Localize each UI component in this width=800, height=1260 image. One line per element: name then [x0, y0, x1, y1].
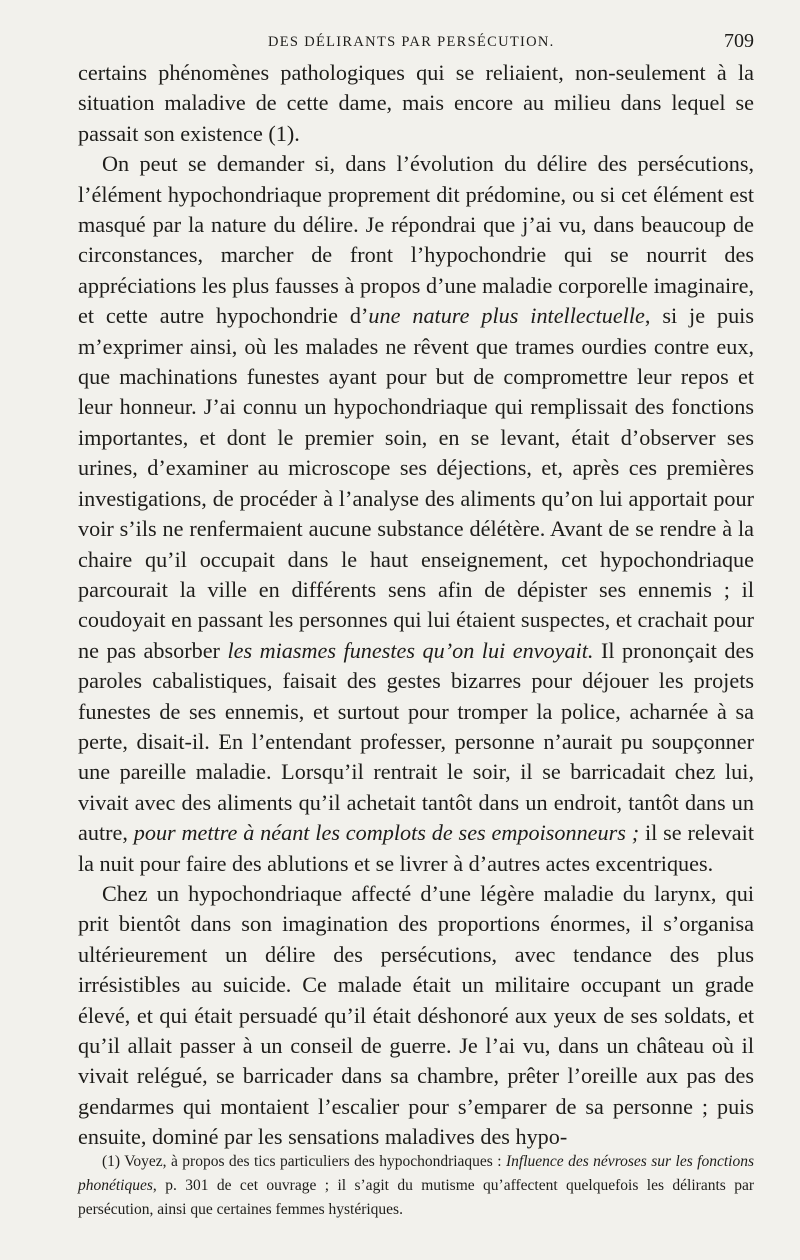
- paragraph-2-text-c: Il prononçait des paroles cabalistiques, faisait des gestes bizarres pour déjouer les projets funestes de ses ennemis, et surtout pour tromper la police, acharnée à sa perte, disait-il. En l’entendant professer, personne n’aurait pu soupçonner une pareille maladie. Lorsqu’il rentrait le soir, il se barricadait chez lui, vivait avec des aliments qu’il achetait tantôt dans un endroit, tantôt dans un autre,: [78, 637, 754, 846]
- paragraph-3: [78, 879, 754, 1153]
- paragraph-1: [78, 58, 754, 149]
- footnote-text-a: (1) Voyez, à propos des tics particuliers des hypochondriaques :: [102, 1153, 506, 1170]
- paragraph-2-text-d: il se relevait la nuit pour faire des ablutions et se livrer à d’autres actes excentriques.: [78, 820, 754, 876]
- page-number: 709: [724, 30, 754, 52]
- footnote-italic: Influence des névroses sur les fonctions phonétiques: [78, 1153, 754, 1194]
- paragraph-2-text-a: On peut se demander si, dans l’évolution du délire des persécutions, l’élément hypochondriaque proprement dit prédomine, ou si cet élément est masqué par la nature du délire. Je répondrai que j’ai vu, dans beaucoup de circonstances, marcher de front l’hypochondrie qui se nourrit des appréciations les plus fausses à propos d’une maladie corporelle imaginaire, et cette autre hypochondrie d’: [78, 151, 754, 329]
- paragraph-3-text: Chez un hypochondriaque affecté d’une légère maladie du larynx, qui prit bientôt dans son imagination des proportions énormes, il s’organisa ultérieurement un délire des persécutions, avec tendance des plus irrésistibles au suicide. Ce malade était un militaire occupant un grade élevé, et qui était persuadé qu’il était déshonoré aux yeux de ses soldats, et qu’il allait passer à un conseil de guerre. Je l’ai vu, dans un château où il vivait relégué, se barricader dans sa chambre, prêter l’oreille aux pas des gendarmes qui montaient l’escalier pour s’emparer de sa personne ; puis ensuite, dominé par les sensations maladives des hypo-: [78, 880, 754, 1150]
- main-text: [78, 58, 754, 1153]
- footnote-text-b: , p. 301 de cet ouvrage ; il s’agit du mutisme qu’affectent quelquefois les délirants par persécution, ainsi que certaines femmes hystériques.: [78, 1177, 754, 1218]
- paragraph-2-italic-1: une nature plus intellectuelle: [368, 303, 645, 329]
- paragraph-2: [78, 149, 754, 879]
- paragraph-2-italic-2: les miasmes funestes qu’on lui envoyait.: [227, 637, 594, 663]
- footnote: [78, 1150, 754, 1222]
- paragraph-2-italic-3: pour mettre à néant les complots de ses empoisonneurs ;: [133, 820, 640, 846]
- paragraph-2-text-b: , si je puis m’exprimer ainsi, où les malades ne rêvent que trames ourdies contre eux, que machinations funestes ayant pour but de compromettre leur repos et leur honneur. J’ai connu un hypochondriaque qui remplissait des fonctions importantes, et dont le premier soin, en se levant, était d’observer ses urines, d’examiner au microscope ses déjections, et, après ces premières investigations, de procéder à l’analyse des aliments qu’on lui apportait pour voir s’ils ne renfermaient aucune substance délétère. Avant de se rendre à la chaire qu’il occupait dans le haut enseignement, cet hypochondriaque parcourait la ville en différents sens afin de dépister ses ennemis ; il coudoyait en passant les personnes qui lui étaient suspectes, et crachait pour ne pas absorber: [78, 303, 754, 663]
- paragraph-1-text: certains phénomènes pathologiques qui se reliaient, non-seulement à la situation maladive de cette dame, mais encore au milieu dans lequel se passait son existence (1).: [78, 60, 754, 146]
- page-header: [78, 28, 754, 58]
- running-title: DES DÉLIRANTS PAR PERSÉCUTION.: [268, 34, 555, 50]
